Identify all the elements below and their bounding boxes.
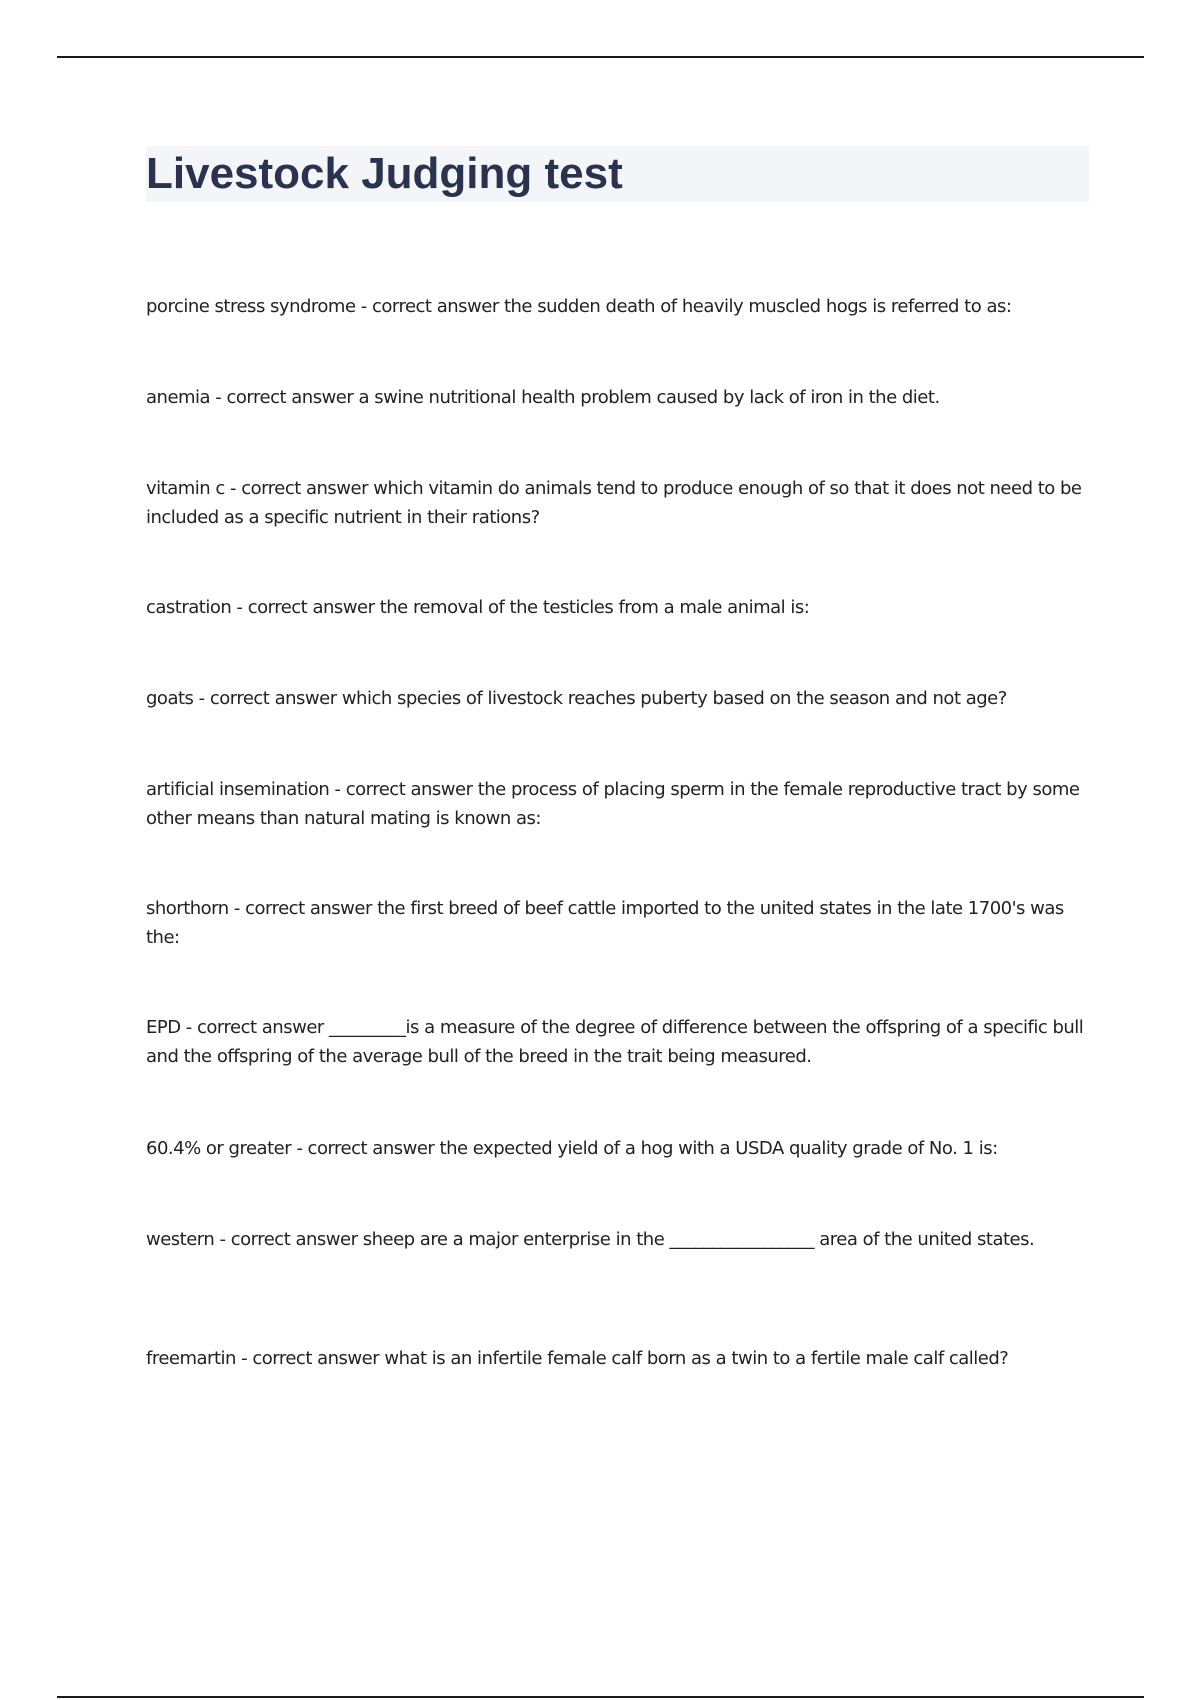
qa-item: artificial insemination - correct answer the process of placing sperm in the female reproductive tract by some other means than natural mating is known as: [146,779,1080,829]
qa-item: goats - correct answer which species of livestock reaches puberty based on the season and not age? [146,688,1007,709]
qa-item: anemia - correct answer a swine nutritional health problem caused by lack of iron in the diet. [146,387,940,408]
qa-item: vitamin c - correct answer which vitamin do animals tend to produce enough of so that it does not need to be included as a specific nutrient in their rations? [146,478,1082,528]
top-rule [57,56,1144,58]
qa-item: freemartin - correct answer what is an infertile female calf born as a twin to a fertile male calf called? [146,1348,1009,1369]
qa-item: EPD - correct answer _________is a measure of the degree of difference between the offspring of a specific bull and the offspring of the average bull of the breed in the trait being measured. [146,1017,1084,1067]
title-block [146,146,1089,202]
qa-item: 60.4% or greater - correct answer the expected yield of a hog with a USDA quality grade of No. 1 is: [146,1138,998,1159]
bottom-rule [57,1696,1144,1698]
qa-item: porcine stress syndrome - correct answer the sudden death of heavily muscled hogs is referred to as: [146,296,1012,317]
qa-item: shorthorn - correct answer the first breed of beef cattle imported to the united states in the late 1700's was the: [146,898,1064,948]
qa-item: castration - correct answer the removal of the testicles from a male animal is: [146,597,810,618]
qa-item: western - correct answer sheep are a major enterprise in the _________________ area of the united states. [146,1229,1035,1250]
page-title: Livestock Judging test [146,149,623,198]
